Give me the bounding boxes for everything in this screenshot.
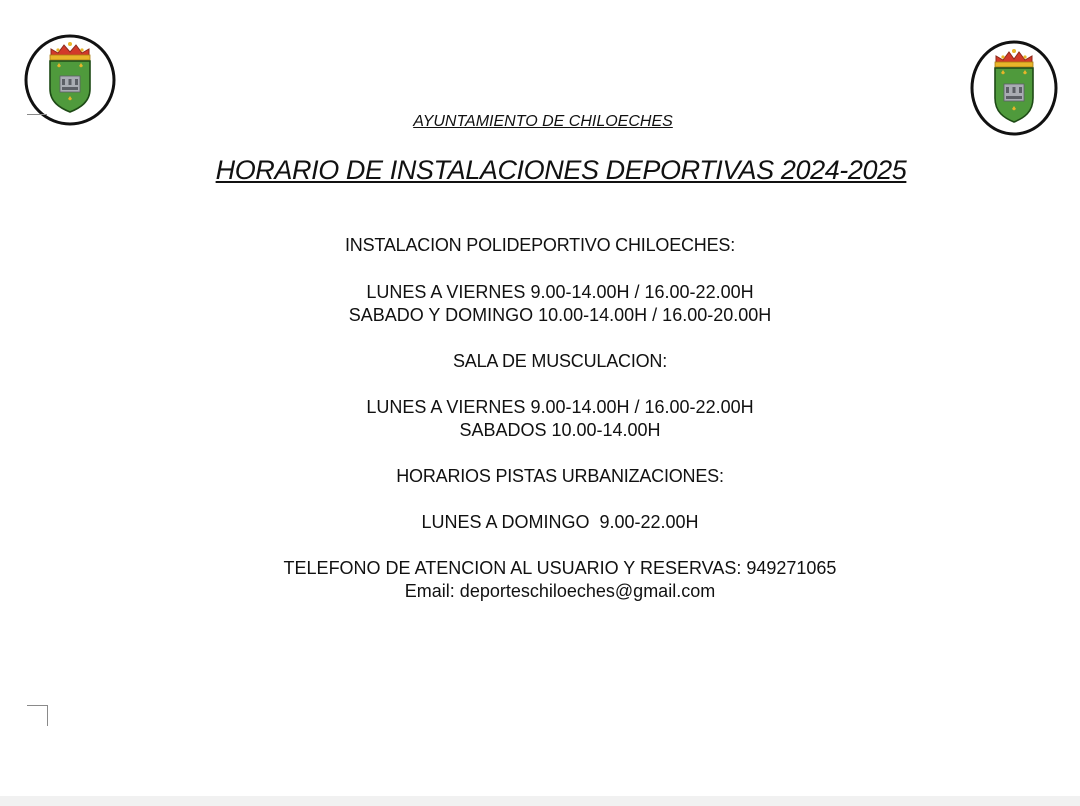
schedule-line: LUNES A VIERNES 9.00-14.00H / 16.00-22.00H [366,397,754,417]
contact-email: Email: deporteschiloeches@gmail.com [404,581,716,601]
organization-name: AYUNTAMIENTO DE CHILOECHES [413,113,673,130]
section-heading-pistas: HORARIOS PISTAS URBANIZACIONES: [396,466,724,486]
schedule-line: SABADOS 10.00-14.00H [459,420,661,440]
contact-phone: TELEFONO DE ATENCION AL USUARIO Y RESERVAS: 949271065 [283,558,837,578]
schedule-line: SABADO Y DOMINGO 10.00-14.00H / 16.00-20.00H [348,305,772,325]
schedule-line: LUNES A DOMINGO 9.00-22.00H [421,512,699,532]
section-heading-musculacion: SALA DE MUSCULACION: [452,351,668,371]
section-heading-polideportivo: INSTALACION POLIDEPORTIVO CHILOECHES: [344,235,736,255]
page-bottom-strip [0,796,1080,806]
schedule-line: LUNES A VIERNES 9.00-14.00H / 16.00-22.00H [366,282,754,302]
margin-corner-mark-bottom [27,705,48,726]
page-title: HORARIO DE INSTALACIONES DEPORTIVAS 2024-2025 [215,155,907,185]
